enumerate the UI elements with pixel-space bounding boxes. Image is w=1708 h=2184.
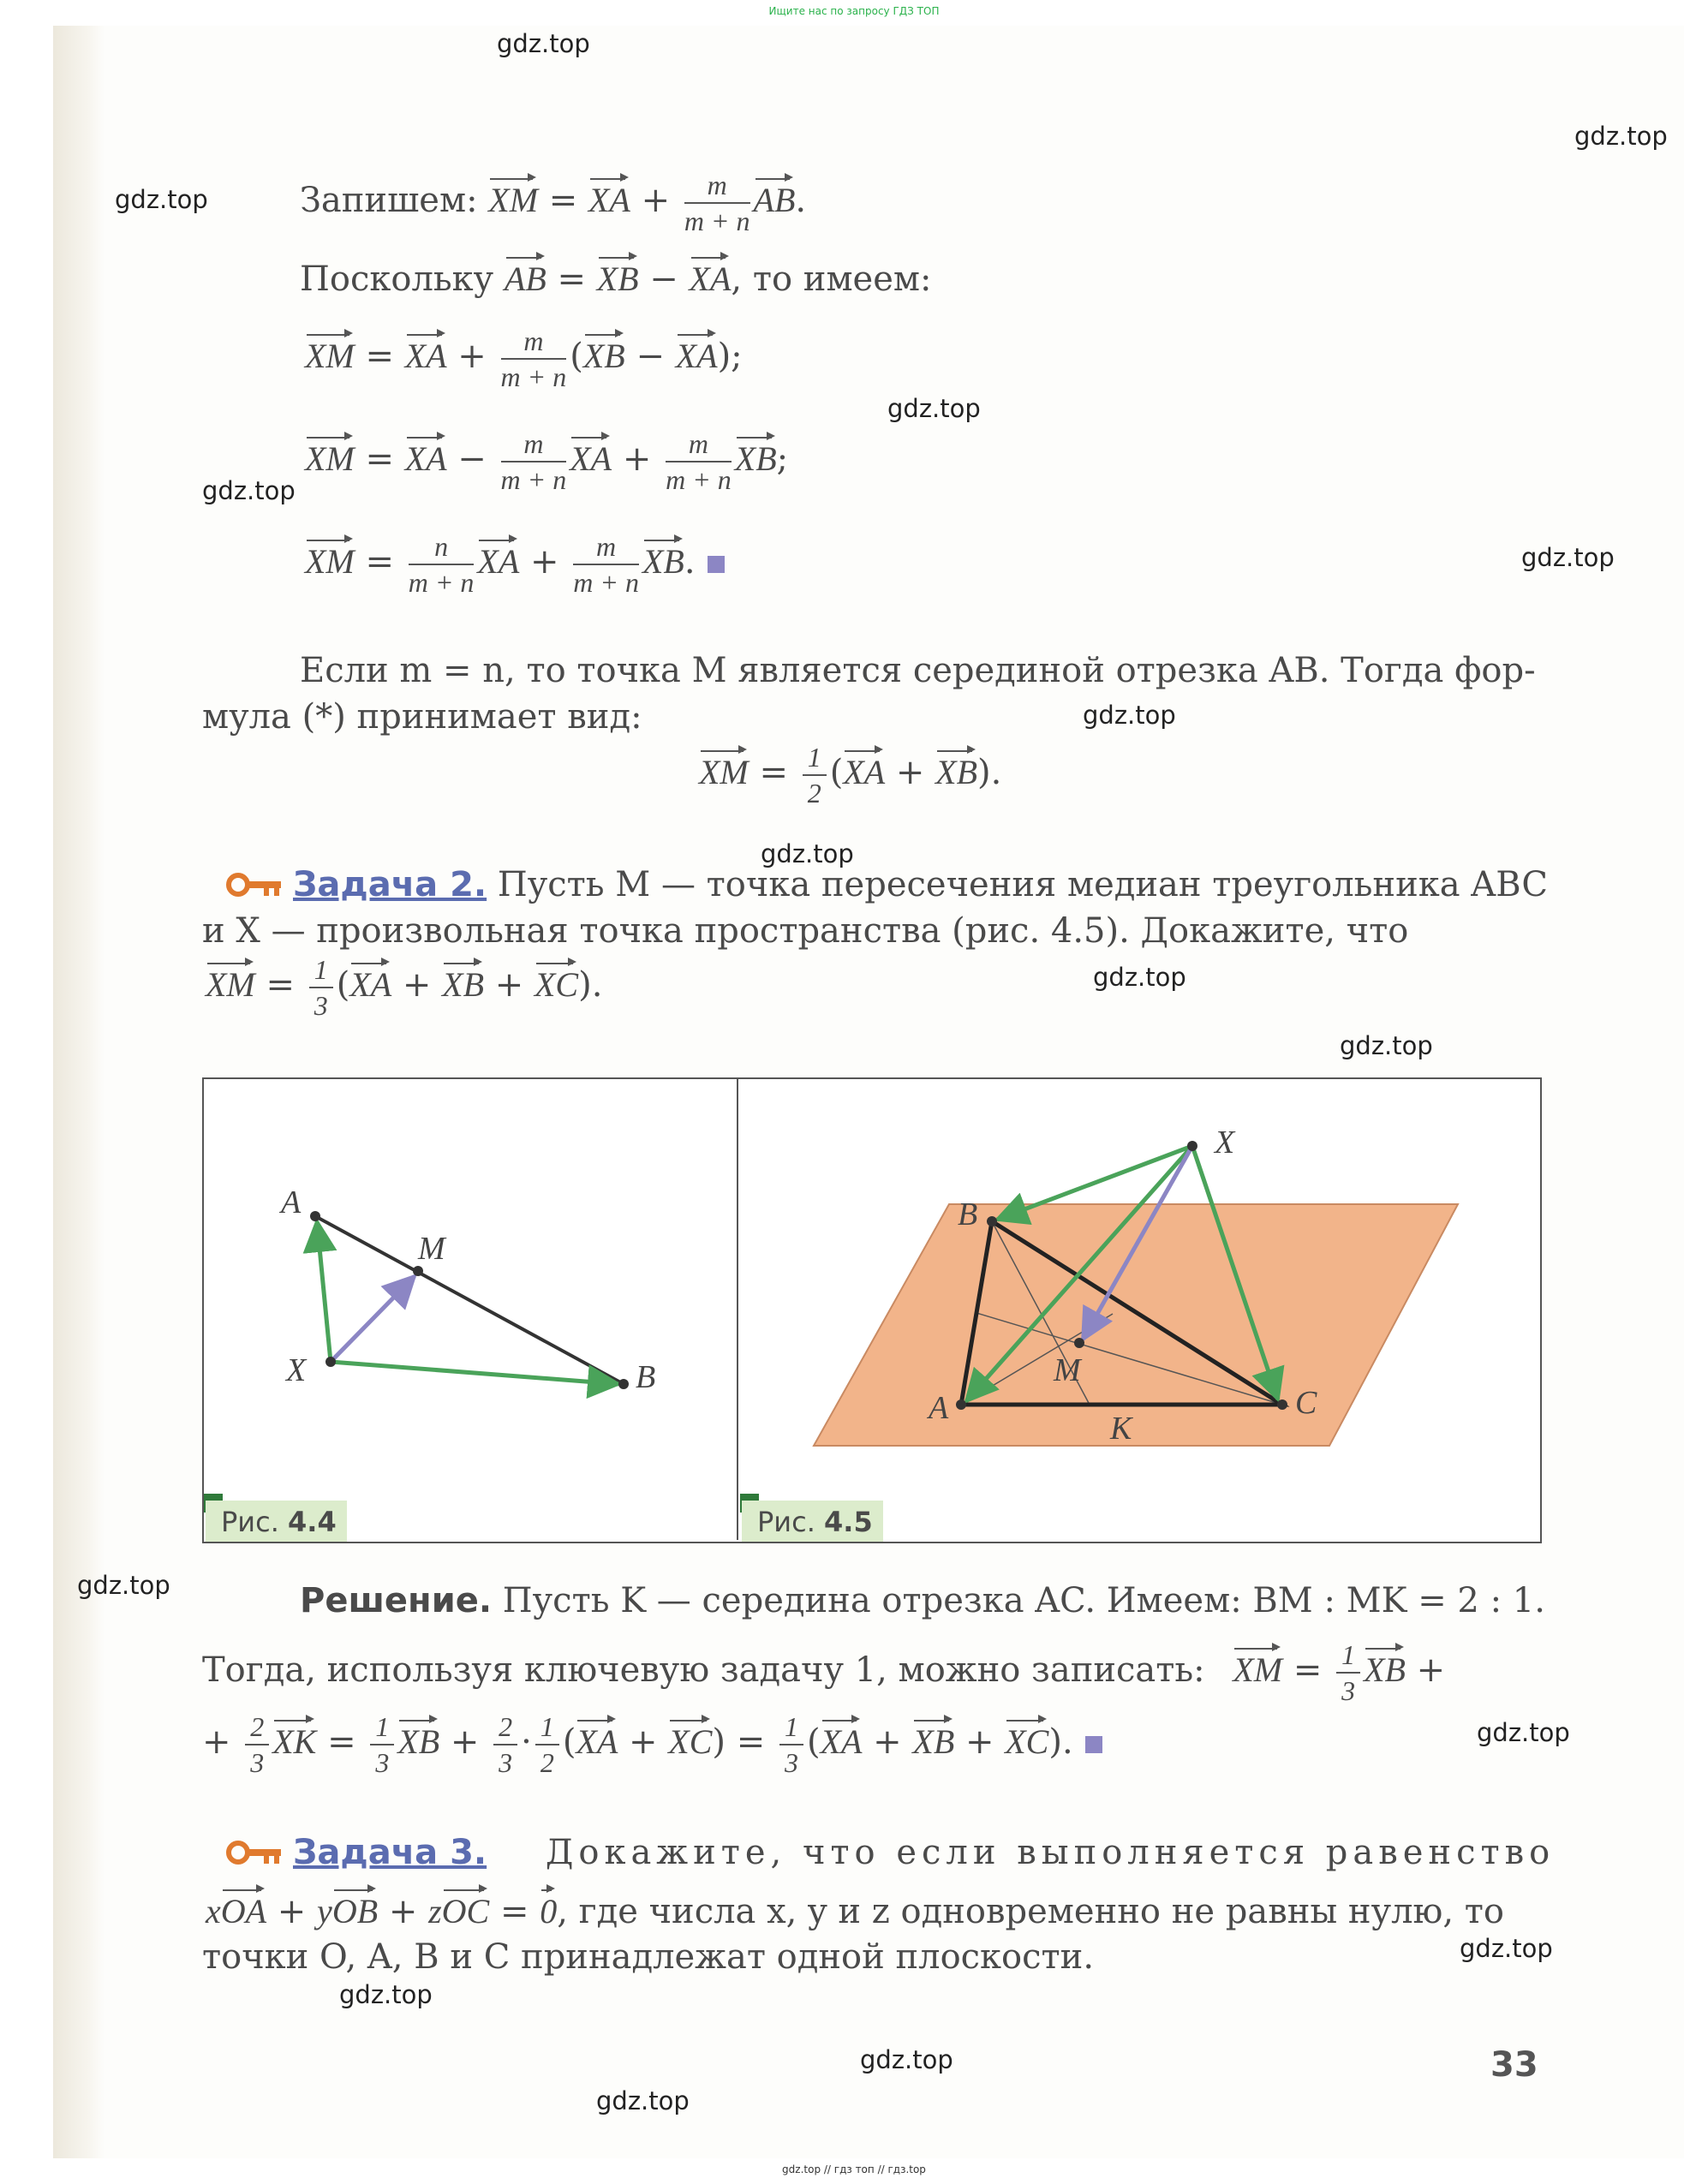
solution-line-3: + $\frac{2}{3}$ XK = $\frac{1}{3}$ XB + $\frac{2}{3}$ · $\frac{1}{2}$ (XA + XC) = $\frac{1}{3}$ (XA + XB + XC). (202, 1710, 1102, 1780)
end-of-proof-mark (1085, 1736, 1102, 1753)
page-number: 33 (1490, 2045, 1538, 2085)
solution-line-1: Решение. Пусть K — середина отрезка AC. Имеем: BM : MK = 2 : 1. (300, 1581, 1545, 1620)
caption-fig-4-4: Рис. 4.4 (206, 1501, 347, 1542)
top-banner[interactable]: Ищите нас по запросу ГДЗ ТОП (768, 5, 940, 17)
task-2-formula: XM = $\frac{1}{3}$ (XA + XB + XC). (206, 954, 603, 1021)
caption-fig-4-5: Рис. 4.5 (742, 1501, 883, 1542)
watermark: gdz.top (1083, 701, 1176, 730)
watermark: gdz.top (339, 1980, 433, 2009)
watermark: gdz.top (596, 2086, 690, 2115)
label-b: B (636, 1359, 656, 1395)
equation-line-4: XM = XA − $\frac{m}{m + n}$ XA + $\frac{m}{m + n}$ XB; (305, 428, 789, 495)
point-x (325, 1357, 336, 1367)
vector-xb (331, 1362, 618, 1384)
task-3-line-3: точки O, A, B и C принадлежат одной плоскости. (202, 1937, 1095, 1977)
label-m: M (1054, 1352, 1081, 1388)
end-of-proof-mark (708, 556, 725, 573)
task-2-title[interactable]: Задача 2. (293, 865, 487, 904)
vector-xa (317, 1221, 331, 1362)
equation-line-1: Запишем: XM = XA + $\frac{m}{m + n}$ AB. (300, 170, 807, 236)
key-icon (226, 868, 283, 907)
watermark: gdz.top (887, 394, 981, 423)
bottom-banner[interactable]: gdz.top // гдз топ // гдз.top (782, 2163, 926, 2175)
watermark: gdz.top (1521, 543, 1615, 572)
equation-line-5: XM = $\frac{n}{m + n}$ XA + $\frac{m}{m + n}$ XB. (305, 529, 725, 600)
task-2-line-1: Задача 2. Пусть M — точка пересечения медиан треугольника ABC (226, 865, 1548, 907)
figure-4-5 (738, 1079, 1537, 1538)
point-m (1074, 1338, 1084, 1348)
point-m (413, 1266, 423, 1276)
watermark: gdz.top (77, 1571, 170, 1600)
task-3-line-2: xOA + yOB + zOC = 0, где числа x, y и z одновременно не равны нулю, то (206, 1892, 1505, 1931)
task-3-title[interactable]: Задача 3. (293, 1833, 487, 1872)
watermark: gdz.top (860, 2045, 953, 2074)
task-2-line-2: и X — произвольная точка пространства (рис. 4.5). Докажите, что (202, 911, 1409, 951)
solution-line-2: Тогда, используя ключевую задачу 1, можно записать: XM = $\frac{1}{3}$ XB + (202, 1639, 1446, 1706)
watermark: gdz.top (1574, 122, 1668, 151)
point-c (1277, 1399, 1287, 1410)
solution-title: Решение. (300, 1581, 493, 1620)
equation-line-3: XM = XA + $\frac{m}{m + n}$ (XB − XA); (305, 325, 743, 392)
watermark: gdz.top (202, 476, 296, 505)
point-b (618, 1379, 629, 1389)
equation-line-2: Поскольку AB = XB − XA, то имеем: (300, 260, 932, 299)
plane (814, 1204, 1458, 1446)
label-x: X (1215, 1125, 1235, 1161)
paragraph-line: Если m = n, то точка M является серединой отрезка AB. Тогда фор- (300, 651, 1536, 690)
point-a (310, 1211, 320, 1221)
label-b: B (958, 1196, 978, 1232)
label-c: C (1295, 1385, 1317, 1421)
label-x: X (286, 1352, 307, 1388)
segment-ab (315, 1216, 624, 1384)
paragraph-line: мула (*) принимает вид: (202, 697, 642, 737)
key-icon (226, 1835, 283, 1875)
watermark: gdz.top (1477, 1718, 1570, 1747)
task-3-line-1: Задача 3. Докажите, что если выполняется равенство (226, 1833, 1555, 1875)
point-a (956, 1399, 966, 1410)
vector-xm (331, 1276, 415, 1362)
watermark: gdz.top (1093, 963, 1186, 992)
label-a: A (281, 1184, 302, 1220)
midpoint-formula: XM = $\frac{1}{2}$ (XA + XB). (699, 742, 1002, 809)
point-b (987, 1216, 997, 1226)
page-edge-shadow (53, 26, 105, 2158)
label-k: K (1110, 1411, 1132, 1447)
watermark: gdz.top (497, 29, 590, 58)
point-x (1187, 1141, 1197, 1151)
watermark: gdz.top (761, 839, 854, 868)
label-a: A (929, 1390, 949, 1426)
watermark: gdz.top (1340, 1031, 1433, 1060)
label-m: M (418, 1231, 445, 1267)
watermark: gdz.top (115, 185, 208, 214)
watermark: gdz.top (1460, 1934, 1553, 1963)
figure-4-4 (204, 1079, 735, 1538)
